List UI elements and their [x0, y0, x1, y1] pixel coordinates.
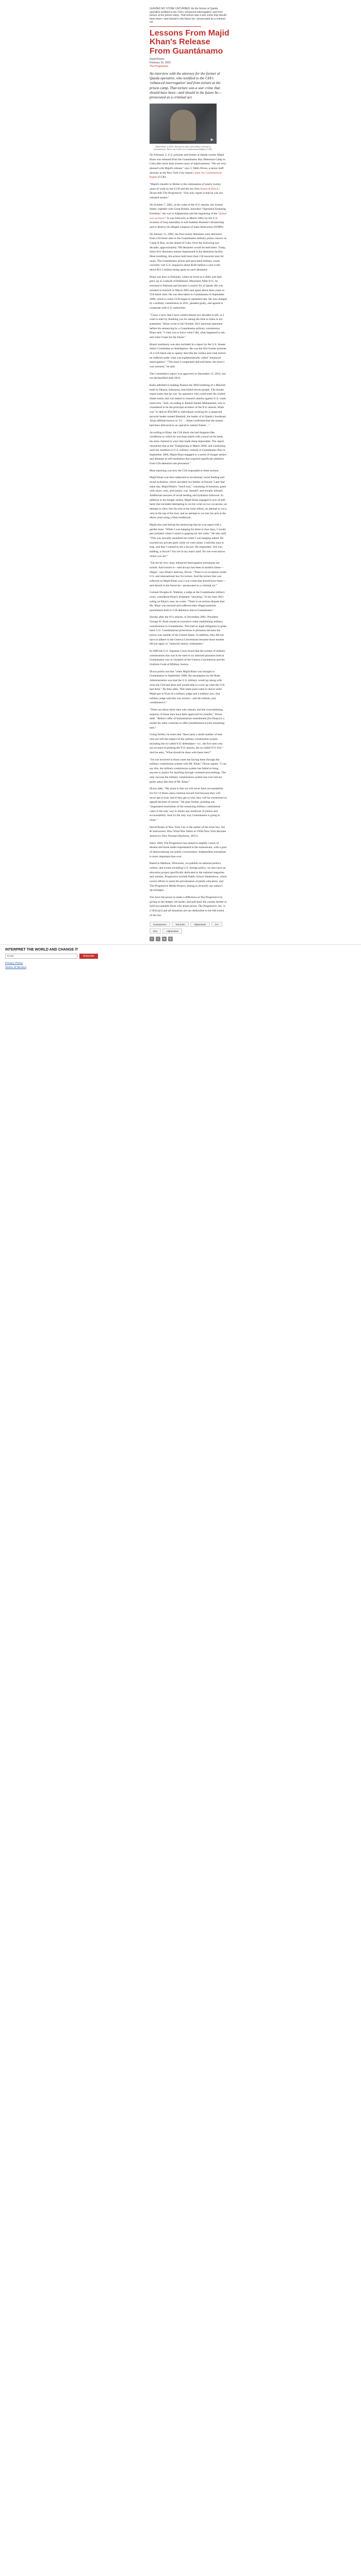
tag-chip[interactable]: 9/11: [150, 928, 161, 934]
image-caption: Majid Khan in 2021, during his state and military tribunal at Guantánamo. Photo via Center for Constitutional Rights (CCR).: [154, 145, 212, 151]
article-paragraph: In 2006 the U.S. Supreme Court found that the system of military commissions that was to be used to try selected prisoners held at Guantánamo was in violation of the Geneva Conventions and the Uniform Code of Military Justice.: [150, 650, 225, 667]
article-paragraph: "Let me be very clear, enhanced interrogation techniques are torture. And torture is—and always has been in modern times—illegal," says Khan's attorney, Dixon. "There is no exception under U.S. and international law for torture. And the torture that was inflicted on Majid Khan was a war crime that should have been—and should in the future be—prosecuted as a criminal act.": [150, 562, 227, 587]
article-paragraph: On February 2, U.S. prisoner and former al Qaeda courier Majid Khan was released from the Guantánamo Bay Detention Camp in Cuba after more than sixteen years of imprisonment. "We are very pleased with Majid's release," says J. Wells Dixon, a senior staff attorney at the New York City–based Center for Constitutional Rights (CCR).: [150, 154, 226, 179]
tag-list: [150, 922, 227, 934]
play-icon: ▶: [210, 138, 214, 142]
article-paragraph: Going further, he notes that "there [are] a small number of men who are still the subject of the military commission system including the so-called 9/11 defendants—i.e., the five men who are accused of plotting the 9/11 attacks, the so-called 9/11 five." And he asks, "What should be done with these men?": [150, 733, 224, 754]
newsletter-email-input[interactable]: [5, 954, 77, 959]
tag-chip[interactable]: Afghanistan: [162, 928, 182, 934]
article-paragraph: Khan was born in Pakistan, where he lived as a child, and later grew up in a suburb of Baltimore, Maryland. After 9/11, he returned to Pakistan and became a courier for al Qaeda. He was arrested in Karachi in March 2003 and spent about three years in CIA black sites. He was then taken to Guantánamo in September 2006, which is when CCR began to represent him. He was charged by a military commission in 2011, pleaded guilty, and agreed to cooperate with U.S. authorities.: [150, 275, 227, 310]
article-paragraph: According to Khan, the CIA black site had dungeon-like conditions in which he was kept naked with a hood on his head, his arms chained in ways that made sleep impossible. The report chronicles that at the "[b]eginning in March 2004, and continuing until his rendition to U.S. military custody at Guantánamo Bay in September 2006, Majid Khan engaged in a series of hunger strikes and attempts at self-mutilation that required significant attention from CIA detention site personnel.": [150, 431, 226, 466]
article-paragraph: "There are thirty-three men who remain, and the overwhelming majority of those men have been approved for transfer," Dixon adds. "Belize's offer of humanitarian resettlement [for Khan] is a model for other countries to offer [resettlement to] the remaining men.": [150, 708, 225, 730]
article-paragraph: "I have a story that I have waited almost two decades to tell, so I want to start by thanking you for taking the time to listen to my statement," Khan wrote in his October 2021 personal statement before his sentencing by a Guantánamo military commission. Khan said, "I want you to know what I did, what happened to me, and what I hope for the future.": [150, 313, 226, 340]
article-paragraph: "Majid's transfer to Belize is the culmination of nearly twenty years of work by the CCR and the law firm Jenner & Block," Dixon tells The Progressive. "Our only regret is that he was not released sooner.": [150, 183, 223, 200]
hero-figure: [170, 110, 196, 141]
article-blurb: LEAVING NO STONE UNTURNED: As the former al Qaeda operative testified to the CIA's 'enhanced interrogation' and from torture at the prison camp. That torture was a war crime that should have been—and should in the future be—prosecuted as a criminal act.: [150, 7, 226, 24]
article-paragraph: You have the power to make a difference at The Progressive by giving us the deeper, bit harder, and pull back the curtain further to hold accountable those who abuse power. The Progressive, Inc. is a 501(c)(3) and all donations are tax-deductible to the full extent of the law.: [150, 895, 227, 917]
share-bar: [150, 937, 289, 941]
article-dek: An interview with the attorney for the former al Qaeda operative, who testified to the CIA's 'enhanced interrogation' and from torture at the prison camp. That torture was a war crime that should have been—and should in the future be—prosecuted as a criminal act.: [150, 71, 222, 100]
email-share-icon[interactable]: ✉: [168, 937, 173, 941]
article-paragraph: Since 1909, The Progressive has aimed to amplify voices of dissent and those under-represented in the mainstream, with a goal of democratizing our public conversation. Independent journalism is more important than ever.: [150, 841, 227, 858]
article-paragraph: Colonel Douglas K. Watkins, a judge at the Guantánamo military court, considered Khan's treatment "shocking." In his June 2021 ruling on Khan's case, he wrote, "There is no serious dispute that Mr. Khan was tortured and suffered other illegal potential punishment both in CIA detention and at Guantánamo.": [150, 591, 225, 612]
subscribe-button[interactable]: Subscribe: [79, 954, 98, 959]
page-title: Lessons From Majid Khan's Release From Guantánamo: [150, 28, 229, 56]
footer-title: INTERPRET THE WORLD AND CHANGE IT: [5, 948, 78, 952]
article-paragraph: Most alarming was how the CIA responded to these actions:: [150, 469, 219, 472]
hero-image: [150, 104, 217, 144]
terms-of-service-link[interactable]: Terms of Service: [5, 966, 26, 970]
title-divider: [150, 26, 201, 27]
inline-link[interactable]: Center for Constitutional Rights: [150, 171, 222, 179]
article-paragraph: Kahn admitted to helping finance the 2003 bombing of a Marriott hotel in Jakarta, Indonesia, that killed eleven people. The Senate report notes that he was "an operative who could enter the United States easily and was tasked to research attacks against U.S. water reservoirs." And, according to Khalid Sheikh Mohammed, who is considered to be the principal architect of the 9/11 attacks, Khan was "to deliver $50,000 to individuals working for a suspected terrorist leader named Hambali, the leader of al Qaeda's Southeast Asian affiliate known as 'J.I.' ... Khan confirmed that the money had been delivered to an operative named Zubair ...": [150, 383, 226, 427]
byline: [150, 58, 289, 68]
inline-link[interactable]: Jenner & Block: [200, 187, 219, 191]
article-paragraph: Based in Madison, Wisconsin, we publish on national politics, culture, and events including U.S. foreign policy; we also have an education project specifically dedicated to the national magazine and website, Progressive include Public School Shakedown, which covers efforts to resist the privatization of public education, and The Progressive Media Project, aiming to diversify our nation's op-ed pages.: [150, 862, 227, 892]
outlet-link[interactable]: The Progressive: [150, 64, 169, 68]
article-paragraph: On January 11, 2002, the first twenty detainees were delivered from CIA black sites to the Guantánamo military prison, known as Camp X-Ray, on the island of Cuba. Over the following two decades, approximately 780 detainees would be held there. Today, thirty-five detainees remain imprisoned in the detention facility. Most troubling, this prison held more than 150 innocent men for years. The Guantánamo prison and associated military courts currently cost U.S. taxpayers about $540 million a year (with about $13.5 million being spent on each detainee).: [150, 232, 226, 272]
article-paragraph: Dixon points out that "when Majid Khan was brought to Guantánamo in September 2006, the assumption by the Bush Administration was that the U.S. military would go along with what the CIA had done and would help to cover up what the CIA had done." He then adds, "But when push came to shove when Majid got in front of a military judge and a military jury, that military judge said this was torture—and the military jury condemned it.": [150, 670, 225, 705]
article-paragraph: On October 7, 2001, in the wake of the 9/11 attacks, the United States, together with Great Britain, launched "Operation Enduring Freedom," the war in Afghanistan and the beginning of the "global war on terror." It was followed, in March 2003, by the U.S. invasion of Iraq ostensibly to end Saddam Hussein's dictatorship and to destroy his alleged weapons of mass destruction (WMD).: [150, 203, 227, 229]
article: [72, 7, 289, 941]
article-paragraph: Khan's testimony was also included in a report by the U.S. Senate Select Committee on Intelligence. He was the first former prisoner of a CIA black site to openly describe the violent and cruel torture he suffered under what was euphemistically called "enhanced interrogation." "The more I cooperated and told them, the more I was tortured," he said.: [150, 343, 227, 368]
article-paragraph: Dixon adds, "My point is that we will never have accountability for 9/11 if those cases continue toward trial because they will never get to trial; and if they get to trial, they will be overturned on appeal because of torture." He goes further, pointing out, "negotiated resolutions of the remaining military commission cases is the only way to obtain any modicum of justice and accountability. And it's the only way Guantánamo is going to close.": [150, 787, 227, 822]
article-body: [150, 153, 227, 918]
privacy-policy-link[interactable]: Privacy Policy: [5, 962, 23, 965]
linkedin-share-icon[interactable]: in: [162, 937, 167, 941]
newsletter-form: [5, 954, 356, 959]
top-strip: [0, 0, 361, 7]
article-paragraph: "I'm not involved in those cases but having been through the military-commission system with Mr. Khan," Dixon argues. "I can say this, the military-commission system has failed to bring anyone to justice for anything through contested proceedings. The only success the military commissions system has ever had are guilty pleas like that of Mr. Khan.": [150, 758, 226, 784]
site-footer: [0, 944, 361, 973]
publish-date: February 16, 2023: [150, 61, 171, 65]
twitter-share-icon[interactable]: t: [156, 937, 160, 941]
article-paragraph: Majid also said during his sentencing that he was raped with a garden hose: "While I was hanging for three to four days, I would pee (urinate) where I stood or gasping for hot water." He also said: "This was sexually assaulted me while I was hanging naked. He touched my private parts while we were alone. I told this man to stop, and that I wanted to see a lawyer. He responded, 'Are you kidding, a lawyer? You are in my man's land. No one even knows where you are.'": [150, 523, 227, 558]
article-paragraph: Majid Khan was then subjected to involuntary rectal feeding and rectal hydration, which included two bottles of Ensure. Later that same day, Majid Khan's "lunch tray," consisting of hummus, pasta with sauce, nuts, and raisins, was "pureed" and rectally infused. Additional sessions of rectal feeding and hydration followed. In addition to his hunger strikes, Majid Khan engaged in acts of self-harm that included attempting to cut his wrist on two occasions, an attempt to chew into his arm at the inner elbow, an attempt to cut a vein in the top of his foot, and an attempt to cut into his arm at the elbow joint using a filed toothbrush.: [150, 476, 227, 520]
tag-chip[interactable]: Afghanistan: [190, 922, 210, 927]
tag-chip[interactable]: CIA: [211, 922, 223, 927]
author-link[interactable]: David Rosen: [150, 58, 165, 61]
article-paragraph: The Committee's report was approved on December 13, 2012, but not declassified until 2014.: [150, 372, 226, 380]
article-paragraph: Shortly after the 9/11 attacks, in November 2001, President George W. Bush issued an executive order establishing military commissions in Guantánamo. This had no legal obligation to grant basic U.S. Constitutional protections to prisoners because the prison was outside of the United States. In addition, they did not have to adhere to the Geneva Conventions because those treaties did not apply to "unlawful enemy combatants.": [150, 616, 227, 646]
article-paragraph: David Rosen of New York City is the author of the book Sex, Sin & Subversion: How What Was Taboo in 1950s New York Became America's New Normal (Skyhorse, 2015).: [150, 825, 226, 838]
facebook-share-icon[interactable]: f: [150, 937, 154, 941]
inline-link[interactable]: global war on terror: [150, 212, 227, 220]
page-wrap: [72, 7, 289, 941]
tag-chip[interactable]: Terrorism: [172, 922, 189, 927]
tag-chip[interactable]: Guantanamo: [150, 922, 170, 927]
